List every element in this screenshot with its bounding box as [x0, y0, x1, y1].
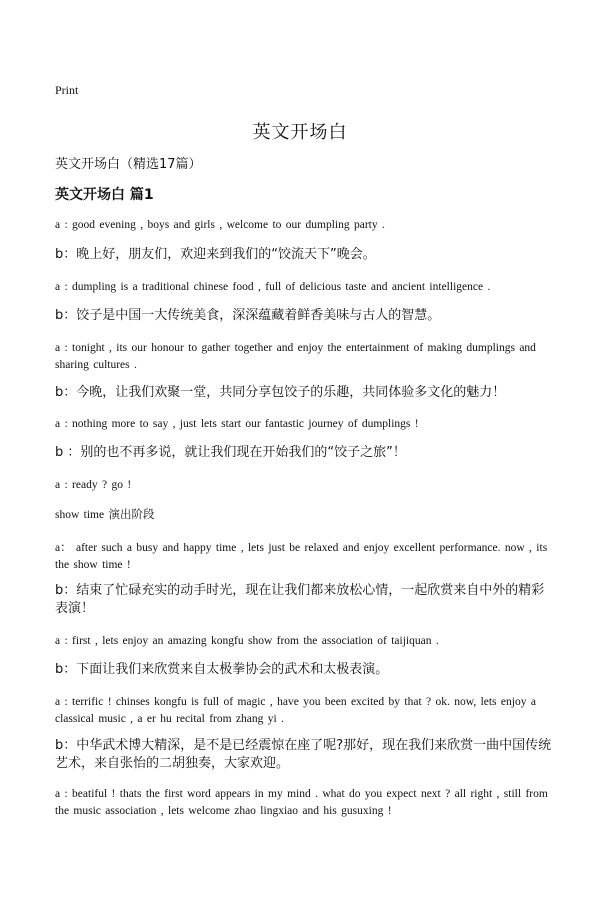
dialogue-line: b：晚上好，朋友们，欢迎来到我们的“饺流天下”晚会。 [55, 247, 376, 262]
dialogue-line: a： after such a busy and happy time , lets just be relaxed and enjoy excellent performance. now , its the show time ! [55, 542, 548, 571]
dialogue-line: b ：别的也不再多说，就让我们现在开始我们的“饺子之旅”！ [55, 445, 406, 460]
section-label: show time 演出阶段 [55, 509, 155, 521]
dialogue-line: a : ready ? go ! [55, 479, 132, 491]
dialogue-line: a : nothing more to say , just lets start our fantastic journey of dumplings ! [55, 418, 419, 430]
dialogue-line: b：结束了忙碌充实的动手时光，现在让我们都来放松心情，一起欣赏来自中外的精彩表演！ [55, 583, 545, 616]
dialogue-line: b：今晚，让我们欢聚一堂，共同分享包饺子的乐趣，共同体验多文化的魅力！ [55, 385, 506, 400]
dialogue-line: a : tonight , its our honour to gather together and enjoy the entertainment of making dumplings and sharing cultures . [55, 342, 536, 371]
dialogue-line: b：下面让我们来欣赏来自太极拳协会的武术和太极表演。 [55, 662, 389, 677]
page-title: 英文开场白 [252, 122, 348, 143]
dialogue-line: a : terrific ! chinses kongfu is full of magic , have you been excited by that ? ok. now, lets enjoy a classical music , a er hu recital from zhang yi . [55, 696, 536, 725]
dialogue-line: b：中华武术博大精深，是不是已经震惊在座了呢?那好，现在我们来欣赏一曲中国传统艺术，来自张怡的二胡独奏，大家欢迎。 [55, 738, 552, 771]
print-label: Print [55, 83, 79, 97]
section-heading: 英文开场白 篇1 [55, 187, 154, 203]
dialogue-line: b：饺子是中国一大传统美食，深深蕴藏着鲜香美味与古人的智慧。 [55, 308, 441, 323]
page-subtitle: 英文开场白（精选17篇） [55, 157, 202, 172]
dialogue-line: a : dumpling is a traditional chinese food , full of delicious taste and ancient intelligence . [55, 281, 491, 293]
dialogue-line: a : good evening , boys and girls , welcome to our dumpling party . [55, 219, 385, 231]
dialogue-line: a : first , lets enjoy an amazing kongfu show from the association of taijiquan . [55, 635, 439, 647]
dialogue-line: a : beatiful ! thats the first word appears in my mind . what do you expect next ? all right , still from the music association , lets welcome zhao lingxiao and his gusuxing ! [55, 788, 548, 817]
